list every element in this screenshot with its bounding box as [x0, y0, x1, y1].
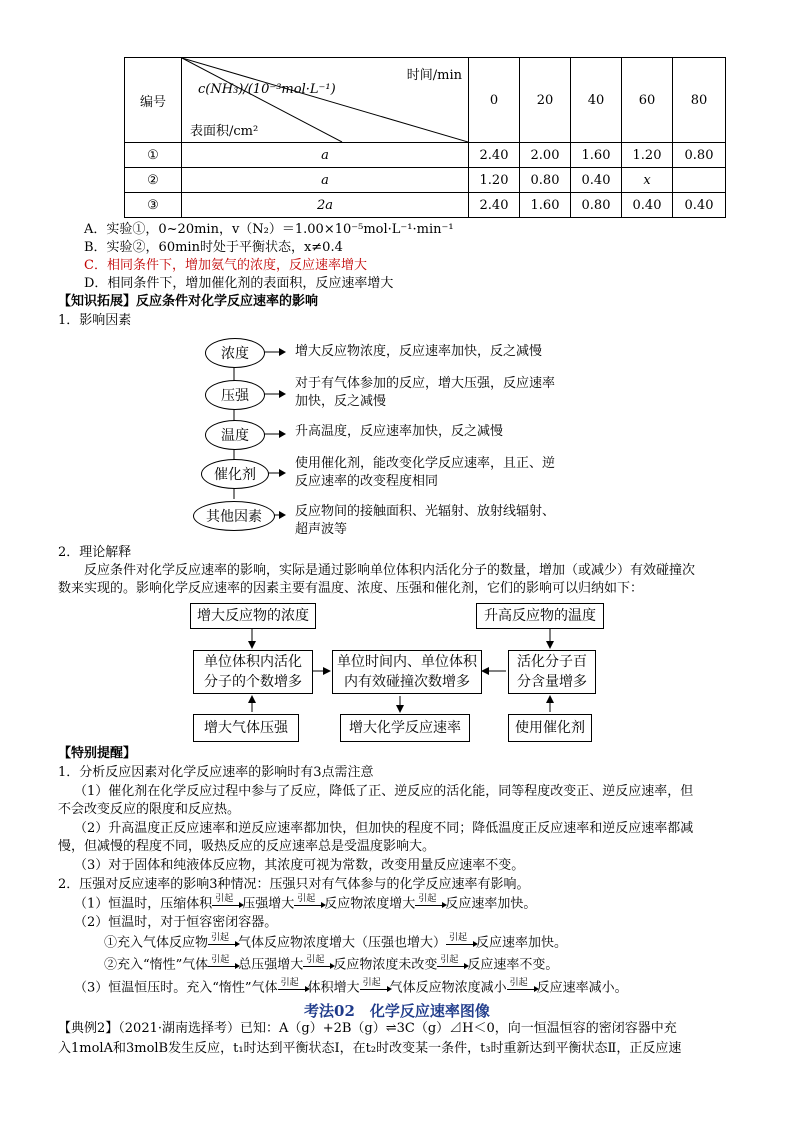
data-table — [124, 57, 726, 218]
row-no: ① — [125, 143, 182, 168]
cell — [673, 168, 726, 193]
flow-increase-pressure: 增大气体压强 — [193, 714, 299, 742]
table-row — [125, 193, 726, 218]
factor-catalyst: 催化剂 — [201, 459, 269, 489]
example-line-1: 【典例2】（2021·湖南选择考）已知：A（g）+2B（g）⇌3C（g）⊿H＜0，向一恒温恒容的密闭容器中充 — [58, 1021, 677, 1036]
arrow-label: 引起 — [297, 894, 316, 904]
theory-paragraph-1: 反应条件对化学反应速率的影响，实际是通过影响单位体积内活化分子的数量，增加（或减少）有效碰撞次 — [84, 563, 696, 578]
arrow-label: 引起 — [211, 955, 230, 965]
flow-act-line-2: 分含量增多 — [517, 674, 587, 690]
tip-1a-line-1: （1）催化剂在化学反应过程中参与了反应，降低了正、逆反应的活化能，同等程度改变正、逆反应速率，但 — [74, 784, 694, 799]
area-label: 表面积/cm² — [190, 124, 259, 139]
arrow-cause-icon — [208, 956, 238, 974]
section-2-title: 2．理论解释 — [58, 545, 132, 560]
cell: 1.20 — [622, 143, 673, 168]
cell: 0.40 — [673, 193, 726, 218]
case1-part-3: 反应物浓度增大 — [324, 896, 416, 912]
header-diagonal-cell — [182, 58, 469, 143]
time-60: 60 — [622, 58, 673, 143]
arrow-cause-icon — [303, 956, 333, 974]
knowledge-title: 【知识拓展】反应条件对化学反应速率的影响 — [58, 294, 319, 309]
header-no: 编号 — [125, 58, 182, 143]
tips-title: 【特别提醒】 — [58, 746, 137, 761]
arrow-label: 引起 — [449, 933, 468, 943]
arrow-cause-icon — [212, 895, 242, 913]
case2b-part-3: 反应物浓度未改变 — [333, 957, 438, 973]
cell: x — [622, 168, 673, 193]
arrow-label: 引起 — [509, 978, 528, 988]
option-c: C．相同条件下，增加氨气的浓度，反应速率增大 — [84, 258, 367, 273]
cell: 1.60 — [571, 143, 622, 168]
tip-2-case-2: （2）恒温时，对于恒容密闭容器。 — [74, 915, 278, 930]
case2a-part-1: ①充入气体反应物 — [104, 935, 209, 951]
option-b: B．实验②，60min时处于平衡状态，x≠0.4 — [84, 240, 343, 255]
arrow-cause-icon — [507, 979, 537, 997]
tip-2-case-1 — [74, 895, 536, 914]
arrow-cause-icon — [446, 934, 476, 952]
arrow-cause-icon — [278, 979, 308, 997]
cell: 1.20 — [469, 168, 520, 193]
flow-unit-line-1: 单位体积内活化 — [204, 654, 302, 670]
arrow-cause-icon — [360, 979, 390, 997]
case2b-part-1: ②充入“惰性”气体 — [104, 957, 209, 973]
flow-unit-line-2: 分子的个数增多 — [204, 674, 302, 690]
factor-temperature: 温度 — [205, 420, 265, 450]
option-a: A．实验①，0~20min，v（N₂）＝1.00×10⁻⁵mol·L⁻¹·min⁻¹ — [84, 222, 454, 237]
case3-part-2: 体积增大 — [307, 980, 360, 996]
cell: 0.80 — [520, 168, 571, 193]
time-80: 80 — [673, 58, 726, 143]
factor-pressure-desc-2: 加快，反之减慢 — [295, 394, 387, 409]
arrow-label: 引起 — [440, 955, 459, 965]
case2a-part-3: 反应速率加快。 — [476, 935, 568, 951]
flow-increase-rate: 增大化学反应速率 — [340, 714, 470, 742]
cell: 0.40 — [622, 193, 673, 218]
row-no: ③ — [125, 193, 182, 218]
case1-part-4: 反应速率加快。 — [445, 896, 537, 912]
table-row — [125, 168, 726, 193]
tip-2-case-2b — [104, 956, 558, 975]
theory-paragraph-2: 数来实现的。影响化学反应速率的因素主要有温度、浓度、压强和催化剂，它们的影响可以归纳如下： — [58, 581, 644, 596]
row-area: a — [182, 143, 469, 168]
row-area: a — [182, 168, 469, 193]
case2a-part-2: 气体反应物浓度增大（压强也增大） — [238, 935, 447, 951]
section-heading: 考法02 化学反应速率图像 — [304, 1002, 490, 1020]
flow-activated-percentage — [508, 650, 596, 694]
factor-pressure-desc-1: 对于有气体参加的反应，增大压强，反应速率 — [295, 376, 556, 391]
time-label: 时间/min — [406, 68, 462, 83]
time-20: 20 — [520, 58, 571, 143]
flow-raise-temperature: 升高反应物的温度 — [476, 603, 604, 629]
cell: 2.00 — [520, 143, 571, 168]
tip-1: 1．分析反应因素对化学反应速率的影响时有3点需注意 — [58, 765, 374, 780]
cell: 0.80 — [673, 143, 726, 168]
tip-1b-line-2: 慢，但减慢的程度不同，吸热反应的反应速率总是受温度影响大。 — [58, 839, 436, 854]
flow-effective-collisions — [332, 650, 482, 694]
cell: 2.40 — [469, 143, 520, 168]
arrow-cause-icon — [294, 895, 324, 913]
flow-act-line-1: 活化分子百 — [517, 654, 587, 670]
factor-concentration-desc: 增大反应物浓度，反应速率加快，反之减慢 — [295, 344, 543, 359]
arrow-label: 引起 — [362, 978, 381, 988]
time-40: 40 — [571, 58, 622, 143]
example-line-2: 入1molA和3molB发生反应，t₁时达到平衡状态Ⅰ，在t₂时改变某一条件，t₃时重新达到平衡状态Ⅱ，正反应速 — [58, 1041, 682, 1056]
section-1-title: 1．影响因素 — [58, 313, 132, 328]
arrow-label: 引起 — [280, 978, 299, 988]
flow-increase-concentration: 增大反应物的浓度 — [190, 603, 316, 629]
tip-2-case-3 — [74, 979, 628, 998]
tip-1c: （3）对于固体和纯液体反应物，其浓度可视为常数，改变用量反应速率不变。 — [74, 858, 525, 873]
table-row — [125, 143, 726, 168]
option-d: D．相同条件下，增加催化剂的表面积，反应速率增大 — [84, 276, 394, 291]
arrow-cause-icon — [415, 895, 445, 913]
flow-center-line-1: 单位时间内、单位体积 — [337, 654, 477, 670]
factor-other-desc-1: 反应物间的接触面积、光辐射、放射线辐射、 — [295, 504, 556, 519]
tip-2: 2．压强对反应速率的影响3种情况：压强只对有气体参与的化学反应速率有影响。 — [58, 877, 530, 892]
case2b-part-4: 反应速率不变。 — [467, 957, 559, 973]
case2b-part-2: 总压强增大 — [238, 957, 304, 973]
arrow-label: 引起 — [418, 894, 437, 904]
factor-pressure: 压强 — [205, 380, 265, 410]
conc-label: c(NH₃)/(10⁻³mol·L⁻¹) — [198, 82, 336, 97]
arrow-label: 引起 — [211, 933, 230, 943]
factor-other-desc-2: 超声波等 — [295, 522, 348, 537]
cell: 2.40 — [469, 193, 520, 218]
flow-activated-molecules-count — [193, 650, 313, 694]
tip-1b-line-1: （2）升高温度正反应速率和逆反应速率都加快，但加快的程度不同；降低温度正反应速率和逆反应速率都减 — [74, 821, 694, 836]
factor-other: 其他因素 — [193, 501, 275, 531]
factor-catalyst-desc-1: 使用催化剂，能改变化学反应速率，且正、逆 — [295, 456, 556, 471]
cell: 0.80 — [571, 193, 622, 218]
arrow-label: 引起 — [306, 955, 325, 965]
factor-concentration: 浓度 — [205, 338, 265, 368]
row-area: 2a — [182, 193, 469, 218]
case1-part-2: 压强增大 — [242, 896, 295, 912]
tip-1a-line-2: 不会改变反应的限度和反应热。 — [58, 802, 241, 817]
arrow-cause-icon — [208, 934, 238, 952]
arrow-cause-icon — [437, 956, 467, 974]
factor-temperature-desc: 升高温度，反应速率加快，反之减慢 — [295, 424, 504, 439]
cell: 1.60 — [520, 193, 571, 218]
time-0: 0 — [469, 58, 520, 143]
case3-part-1: （3）恒温恒压时。充入“惰性”气体 — [74, 980, 278, 996]
cell: 0.40 — [571, 168, 622, 193]
flow-use-catalyst: 使用催化剂 — [508, 714, 592, 742]
row-no: ② — [125, 168, 182, 193]
arrow-label: 引起 — [215, 894, 234, 904]
factor-catalyst-desc-2: 反应速率的改变程度相同 — [295, 474, 439, 489]
tip-2-case-2a — [104, 934, 567, 953]
case3-part-4: 反应速率减小。 — [536, 980, 628, 996]
flow-center-line-2: 内有效碰撞次数增多 — [344, 674, 470, 690]
case3-part-3: 气体反应物浓度减小 — [389, 980, 507, 996]
case1-part-1: （1）恒温时，压缩体积 — [74, 896, 213, 912]
